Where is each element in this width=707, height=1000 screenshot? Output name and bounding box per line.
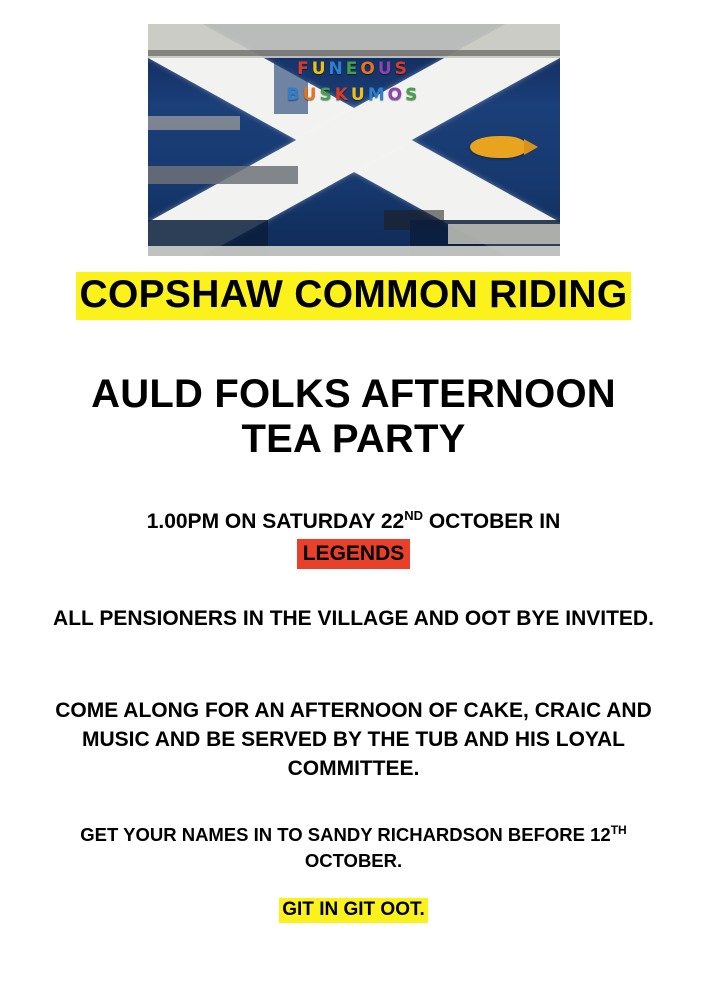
photo-bottom-strip bbox=[148, 246, 560, 256]
event-title: COPSHAW COMMON RIDING bbox=[76, 272, 632, 320]
banner-letter: B bbox=[286, 85, 300, 105]
banner-letter: U bbox=[350, 85, 365, 105]
event-month-text: OCTOBER IN bbox=[423, 510, 561, 533]
photo-light-block bbox=[448, 224, 560, 244]
banner-letter: S bbox=[394, 59, 407, 79]
page-title bbox=[53, 372, 654, 462]
rsvp-paragraph bbox=[40, 822, 667, 873]
headline-line-2: TEA PARTY bbox=[241, 416, 466, 461]
banner-letter: S bbox=[319, 85, 332, 105]
rsvp-text-before: GET YOUR NAMES IN TO SANDY RICHARDSON BEFORE 12 bbox=[80, 824, 611, 845]
banner-letter: N bbox=[328, 59, 343, 79]
ordinal-suffix: TH bbox=[610, 822, 627, 837]
saltire-flag-photo bbox=[148, 24, 560, 256]
banner-letter: S bbox=[405, 85, 418, 105]
banner-letter: E bbox=[345, 59, 358, 79]
banner-letter: U bbox=[311, 59, 326, 79]
banner-letter: O bbox=[360, 59, 375, 79]
headline-line-1: AULD FOLKS AFTERNOON bbox=[91, 372, 616, 416]
event-datetime-line bbox=[53, 508, 654, 536]
event-time-text: 1.00PM ON SATURDAY 22 bbox=[146, 510, 405, 533]
banner-letter: O bbox=[387, 85, 403, 105]
banner-letter: U bbox=[302, 85, 317, 105]
event-venue: LEGENDS bbox=[297, 539, 411, 570]
event-title-band bbox=[46, 272, 661, 320]
event-datetime-block bbox=[53, 508, 654, 569]
rsvp-text-after: OCTOBER. bbox=[304, 849, 403, 871]
details-paragraph: COME ALONG FOR AN AFTERNOON OF CAKE, CRAIC AND MUSIC AND BE SERVED BY THE TUB AND HIS LOYAL COMMITTEE. bbox=[55, 699, 652, 780]
fish-decoration-icon bbox=[470, 136, 526, 158]
photo-grey-block bbox=[148, 116, 240, 130]
banner-letters-line-1 bbox=[232, 60, 472, 79]
banner-letter: K bbox=[334, 85, 348, 105]
photo-grey-block bbox=[148, 166, 298, 184]
event-venue-line bbox=[53, 536, 654, 570]
banner-letter: M bbox=[367, 85, 385, 105]
invitation-paragraph: ALL PENSIONERS IN THE VILLAGE AND OOT BYE INVITED. bbox=[53, 607, 654, 630]
ordinal-suffix: ND bbox=[404, 508, 424, 523]
banner-letter: F bbox=[297, 59, 309, 79]
footer-slogan-band bbox=[40, 898, 667, 923]
footer-slogan: GIT IN GIT OOT. bbox=[279, 898, 428, 923]
photo-top-strip-shadow bbox=[148, 50, 560, 56]
banner-letter: U bbox=[377, 59, 392, 79]
banner-letters-line-2 bbox=[232, 86, 472, 105]
